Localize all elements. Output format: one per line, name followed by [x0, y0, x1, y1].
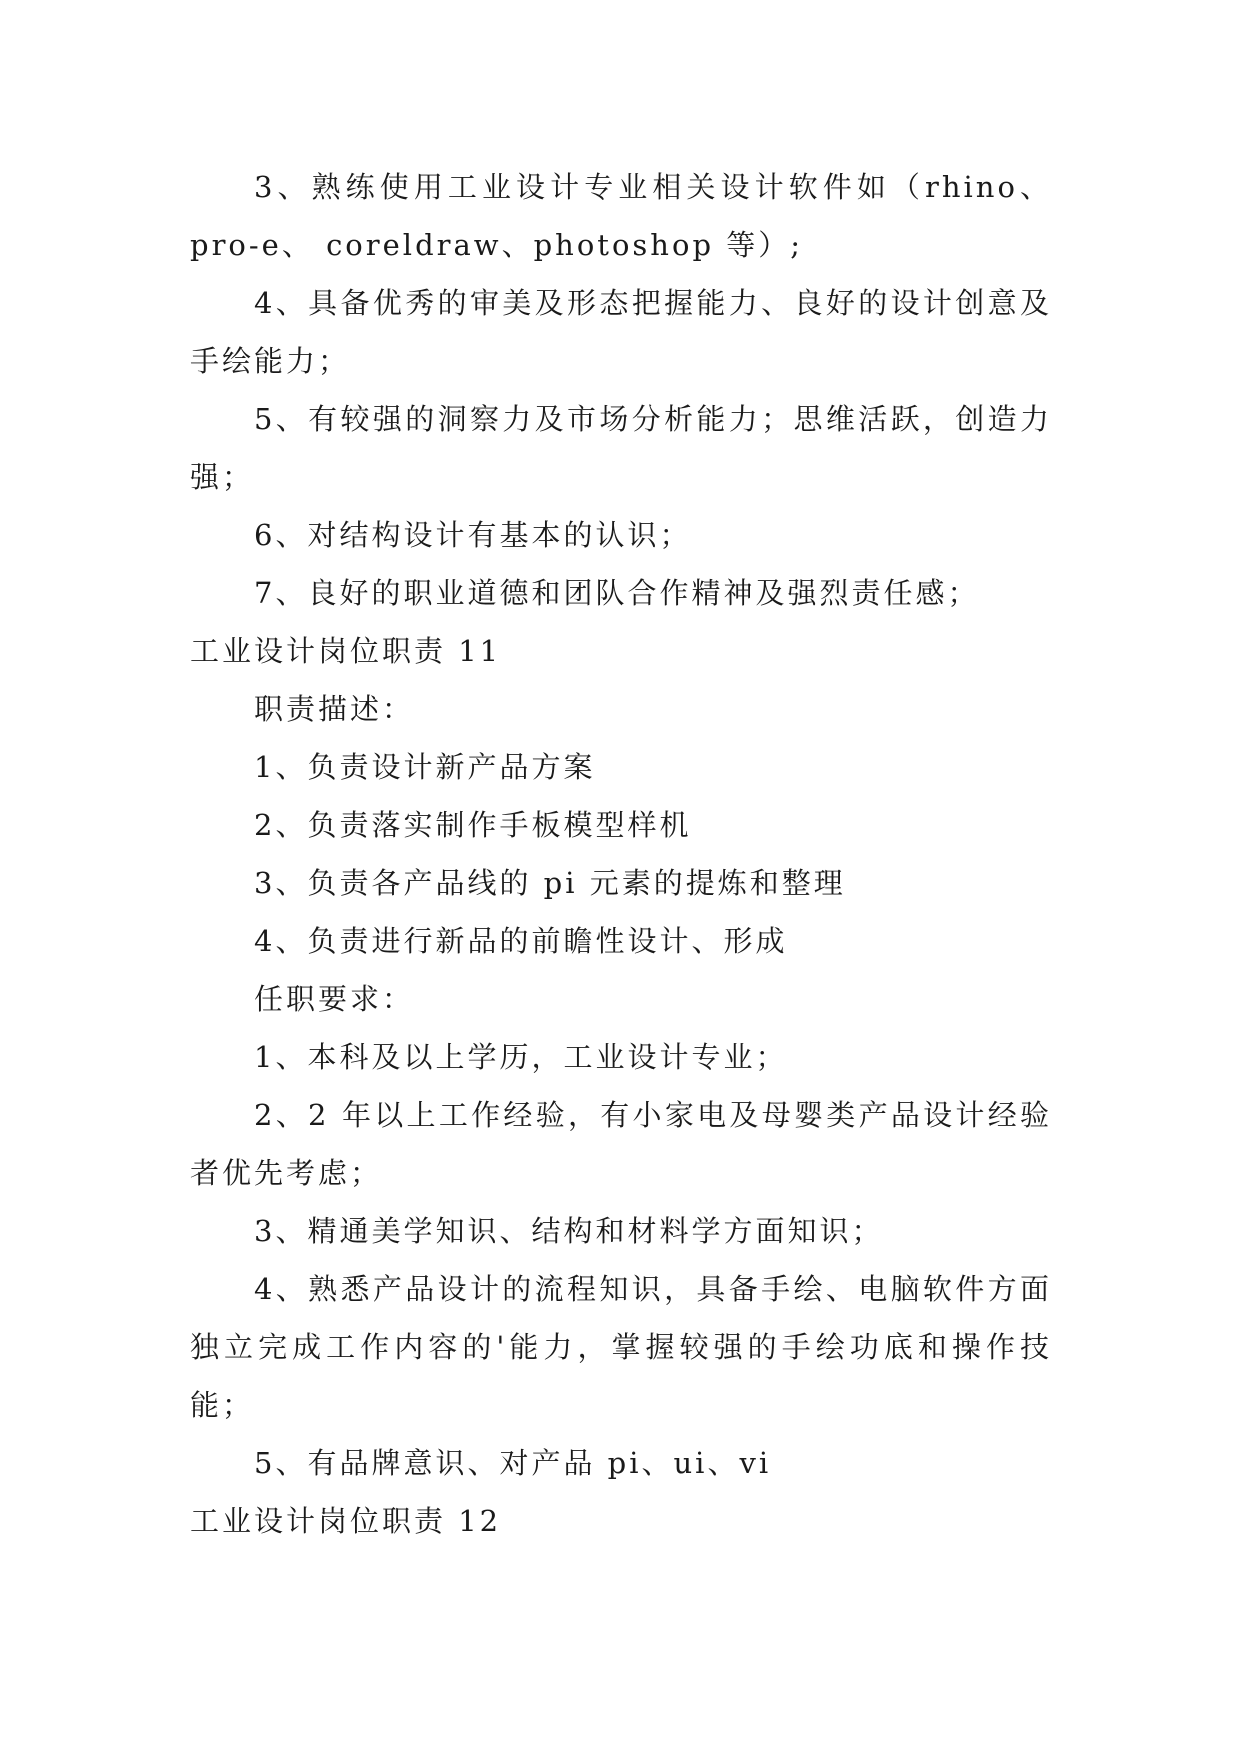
requirement-item-5-insight: 5、有较强的洞察力及市场分析能力；思维活跃，创造力强； — [190, 402, 1052, 494]
document-body — [190, 158, 1052, 1550]
requirement-item-1: 1、本科及以上学历，工业设计专业； — [254, 1040, 788, 1074]
requirement-item-3-software: 3、熟练使用工业设计专业相关设计软件如（rhino、pro-e、 coreldraw、photoshop 等）; — [190, 170, 1052, 262]
duties-subheading: 职责描述： — [254, 692, 415, 726]
duty-item-4: 4、负责进行新品的前瞻性设计、形成 — [254, 924, 788, 958]
requirement-item-5: 5、有品牌意识、对产品 pi、ui、vi — [254, 1446, 772, 1480]
duty-item-2: 2、负责落实制作手板模型样机 — [254, 808, 692, 842]
duty-item-1: 1、负责设计新产品方案 — [254, 750, 596, 784]
requirements-subheading: 任职要求： — [254, 982, 415, 1016]
requirement-item-2: 2、2 年以上工作经验，有小家电及母婴类产品设计经验者优先考虑； — [190, 1098, 1052, 1190]
section-heading-11: 工业设计岗位职责 11 — [190, 634, 502, 668]
section-heading-12: 工业设计岗位职责 12 — [190, 1504, 502, 1538]
requirement-item-3: 3、精通美学知识、结构和材料学方面知识； — [254, 1214, 884, 1248]
duty-item-3: 3、负责各产品线的 pi 元素的提炼和整理 — [254, 866, 846, 900]
requirement-item-6-structure: 6、对结构设计有基本的认识； — [254, 518, 692, 552]
requirement-item-4: 4、熟悉产品设计的流程知识，具备手绘、电脑软件方面独立完成工作内容的'能力，掌握较强的手绘功底和操作技能； — [190, 1272, 1052, 1422]
requirement-item-4-aesthetics: 4、具备优秀的审美及形态把握能力、良好的设计创意及手绘能力； — [190, 286, 1052, 378]
requirement-item-7-ethics: 7、良好的职业道德和团队合作精神及强烈责任感； — [254, 576, 980, 610]
